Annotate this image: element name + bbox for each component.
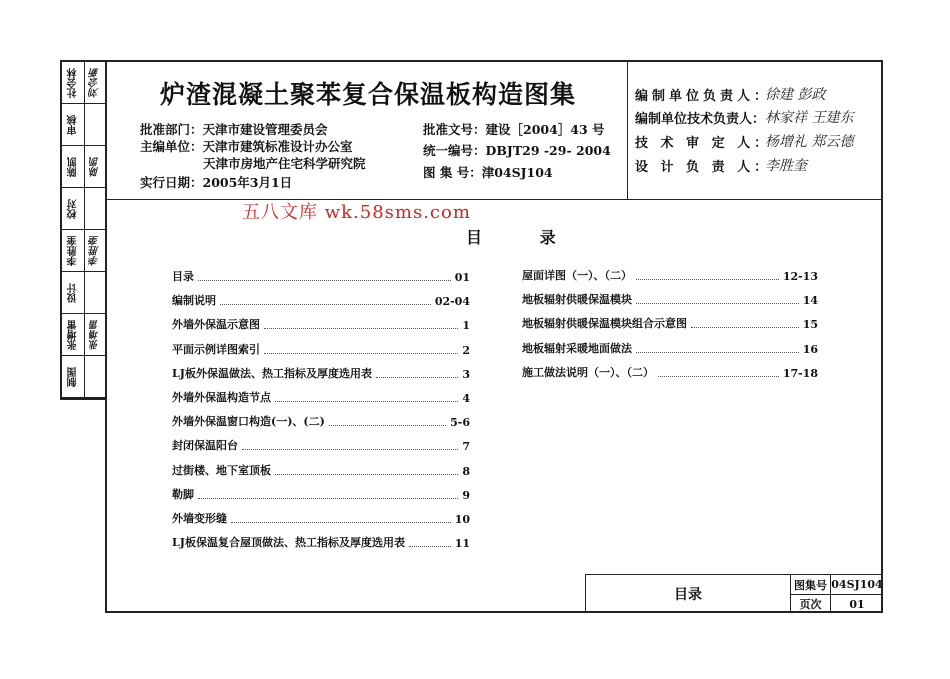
toc-entry[interactable] — [172, 437, 470, 453]
toc-entry-page: 15 — [802, 318, 818, 332]
toc-entry-title: 平面示例详图索引 — [172, 342, 260, 356]
toc-leader-dots — [198, 279, 451, 281]
toc-entry-title: 屋面详图（一）、（二） — [522, 269, 632, 282]
toc-entry-page: 5-6 — [450, 416, 470, 430]
title-block-name: 目录 — [674, 587, 702, 603]
toc-entry-title: 地板辐射供暖保温模块 — [522, 293, 632, 307]
signature-strip-role-text: 制图 — [67, 366, 79, 387]
toc-entry[interactable] — [172, 534, 470, 550]
toc-entry[interactable] — [522, 267, 818, 283]
header-vertical-divider — [627, 60, 628, 199]
toc-entry-page: 17-18 — [782, 366, 818, 380]
toc-leader-dots — [636, 351, 799, 353]
toc-entry-title: LJ板外保温做法、热工指标及厚度选用表 — [172, 366, 372, 380]
page-value: 01 — [849, 597, 865, 611]
signature-strip-row — [62, 230, 106, 272]
unified-number: 统一编号：DBJT29 -29- 2004 — [423, 143, 611, 158]
toc-entry-page: 14 — [802, 294, 818, 308]
signature-strip-role — [62, 62, 85, 103]
toc-leader-dots — [658, 375, 779, 377]
signature-strip-role — [62, 146, 85, 187]
toc-entry-page: 7 — [462, 440, 470, 454]
toc-leader-dots — [691, 326, 799, 328]
toc-entry-page: 11 — [454, 537, 470, 551]
responsible-label: 编制单位技术负责人： — [635, 111, 766, 127]
toc-leader-dots — [264, 352, 458, 354]
toc-entry-title: 目录 — [172, 270, 194, 283]
toc-entry-page: 02-04 — [434, 295, 470, 309]
toc-leader-dots — [198, 497, 458, 499]
signature-strip-role-text: 张增雷 — [67, 319, 79, 350]
toc-heading: 目 录 — [466, 228, 582, 247]
toc-entry-title: 外墙外保温示意图 — [172, 318, 260, 332]
toc-entry[interactable] — [172, 341, 470, 357]
header-divider — [105, 199, 883, 200]
responsible-row — [635, 84, 825, 104]
toc-entry-title: 外墙变形缝 — [172, 512, 227, 525]
signature-strip-sign — [84, 146, 106, 187]
toc-entry-title: 过街楼、地下室顶板 — [172, 463, 271, 477]
signature-strip-sign-text: 李胜奎 — [89, 235, 101, 266]
watermark-link[interactable]: 五八文库 wk.58sms.com — [242, 202, 471, 223]
toc-entry-page: 1 — [462, 319, 470, 333]
signature-strip-row — [62, 272, 106, 314]
toc-entry[interactable] — [172, 365, 470, 381]
toc-entry-title: 编制说明 — [172, 294, 216, 308]
atlas-number: 图 集 号：津04SJ104 — [423, 165, 553, 180]
signature-strip-role — [62, 356, 85, 397]
toc-entry-title: 外墙外保温窗口构造(一)、(二) — [172, 415, 325, 429]
signature-strip-role — [62, 104, 85, 145]
approval-doc: 批准文号：建设［2004］43 号 — [423, 122, 605, 137]
toc-entry-title: 外墙外保温构造节点 — [172, 391, 271, 404]
signature-strip-sign — [84, 314, 106, 355]
toc-entry-title: 勒脚 — [172, 487, 194, 501]
atlas-no-label: 图集号 — [794, 578, 827, 592]
responsible-row — [635, 155, 807, 175]
signature-strip-sign-text: 张增雷 — [89, 319, 101, 350]
toc-entry-title: 地板辐射供暖保温模块组合示意图 — [522, 317, 687, 331]
toc-entry-page: 16 — [802, 342, 818, 356]
toc-leader-dots — [275, 473, 458, 475]
responsible-row — [635, 107, 853, 127]
toc-entry-page: 01 — [454, 271, 470, 284]
atlas-no-value: 04SJ104 — [831, 578, 883, 591]
responsible-label: 技 术 审 定 人： — [635, 135, 772, 151]
toc-entry[interactable] — [172, 268, 470, 284]
toc-entry[interactable] — [522, 340, 818, 356]
toc-entry-page: 2 — [462, 343, 470, 357]
toc-entry-title: 封闭保温阳台 — [172, 439, 238, 453]
responsible-label: 设 计 负 责 人： — [635, 159, 772, 175]
responsible-row — [635, 131, 853, 151]
page-label: 页次 — [799, 598, 822, 611]
toc-leader-dots — [376, 376, 458, 378]
signature-strip-sign — [84, 356, 106, 397]
effective-date: 实行日期：2005年3月1日 — [140, 175, 293, 190]
atlas-title: 炉渣混凝土聚苯复合保温板构造图集 — [160, 80, 577, 109]
signature-strip-role-text: 陈凯 — [67, 156, 79, 177]
toc-entry[interactable] — [522, 315, 818, 331]
signature-strip-row — [62, 356, 106, 398]
responsible-signature: 林家祥 王建东 — [765, 110, 854, 126]
toc-entry-page: 10 — [454, 513, 470, 526]
signature-strip-role-text: 社会林 — [67, 67, 79, 98]
signature-strip-row — [62, 146, 106, 188]
toc-entry[interactable] — [172, 413, 470, 429]
toc-entry[interactable] — [172, 462, 470, 478]
signature-strip-role — [62, 272, 85, 313]
toc-entry-page: 4 — [462, 392, 470, 405]
signature-strip-sign — [84, 104, 106, 145]
toc-leader-dots — [409, 545, 451, 547]
toc-entry[interactable] — [172, 389, 470, 405]
chief-unit-1: 主编单位：天津市建筑标准设计办公室 — [140, 139, 353, 154]
responsible-label: 编制单位负责人： — [635, 88, 772, 104]
signature-strip-row — [62, 188, 106, 230]
signature-strip-sign — [84, 230, 106, 271]
toc-leader-dots — [242, 448, 458, 450]
signature-strip-role-text: 校对 — [67, 198, 79, 219]
responsible-signature: 杨增礼 郑云德 — [765, 134, 854, 150]
signature-strip — [60, 60, 106, 400]
toc-entry[interactable] — [522, 291, 818, 307]
toc-entry[interactable] — [172, 316, 470, 332]
signature-strip-role-text: 李胜奎 — [67, 235, 79, 266]
toc-entry-title: LJ板保温复合屋顶做法、热工指标及厚度选用表 — [172, 536, 405, 550]
toc-entry-page: 9 — [462, 488, 470, 502]
signature-strip-sign — [84, 62, 106, 103]
toc-entry-page: 8 — [462, 464, 470, 478]
signature-strip-row — [62, 104, 106, 146]
signature-strip-sign — [84, 272, 106, 313]
signature-strip-role — [62, 188, 85, 229]
signature-strip-row — [62, 314, 106, 356]
signature-strip-sign-text: 刘会新 — [89, 67, 101, 98]
toc-entry-page: 3 — [462, 367, 470, 381]
toc-leader-dots — [275, 400, 458, 402]
signature-strip-role — [62, 314, 85, 355]
signature-strip-sign — [84, 188, 106, 229]
responsible-signature: 李胜奎 — [765, 158, 807, 174]
signature-strip-sign-text: 陈凯 — [89, 156, 101, 177]
toc-leader-dots — [231, 521, 451, 523]
toc-entry[interactable] — [172, 510, 470, 526]
toc-leader-dots — [636, 302, 799, 304]
chief-unit-2: 天津市房地产住宅科学研究院 — [203, 156, 366, 171]
toc-leader-dots — [636, 278, 779, 280]
signature-strip-role-text: 审核 — [67, 114, 79, 135]
responsible-signature: 徐建 彭政 — [765, 87, 826, 103]
toc-leader-dots — [264, 327, 458, 329]
approval-dept: 批准部门：天津市建设管理委员会 — [140, 122, 328, 137]
toc-entry-title: 施工做法说明（一）、（二） — [522, 365, 654, 379]
signature-strip-role — [62, 230, 85, 271]
toc-entry[interactable] — [172, 292, 470, 308]
signature-strip-role-text: 设计 — [67, 282, 79, 303]
toc-leader-dots — [329, 424, 446, 426]
toc-entry[interactable] — [172, 486, 470, 502]
toc-leader-dots — [220, 303, 431, 305]
toc-entry-title: 地板辐射采暖地面做法 — [522, 341, 632, 355]
toc-entry[interactable] — [522, 364, 818, 380]
signature-strip-row — [62, 62, 106, 104]
toc-entry-page: 12-13 — [782, 270, 818, 283]
